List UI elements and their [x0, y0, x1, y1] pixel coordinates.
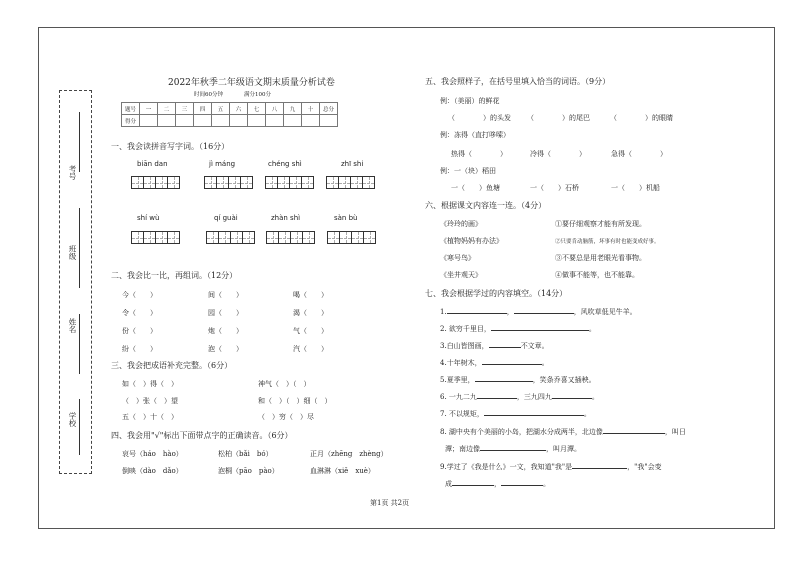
score-cell[interactable]	[320, 115, 338, 127]
lesson-title[interactable]: 《寒号鸟》	[440, 254, 475, 262]
item-text: 不文章。	[520, 342, 549, 350]
item-text: 潭；南边像	[445, 445, 480, 453]
writing-grid[interactable]	[206, 231, 255, 244]
fill-line-item[interactable]: 6. 一九二九 ，三九四九 。	[440, 390, 599, 402]
writing-grid[interactable]	[326, 176, 375, 189]
lesson-moral[interactable]: ③不要总是用老眼光看事物。	[555, 254, 646, 262]
q7-title: 七、我会根据学过的内容填空。（14分）	[425, 289, 568, 298]
writing-grid[interactable]	[327, 231, 376, 244]
q6-title: 六、根据课文内容连一连。（4分）	[425, 201, 547, 210]
item-text: ，叫月潭。	[546, 445, 581, 453]
fill-line-item[interactable]: 成 ， 。	[445, 477, 550, 489]
item-text: 不以规矩，	[448, 410, 484, 418]
example-text: 例：一（块）稻田	[440, 167, 496, 175]
item-number: 6.	[440, 393, 447, 401]
idiom-item[interactable]: （ ）张（ ）望	[122, 397, 178, 405]
pinyin-prompt: qí guài	[214, 214, 238, 222]
reading-item[interactable]: 血淋淋（xiě xuè）	[310, 467, 375, 475]
pinyin-prompt: shí wù	[137, 214, 160, 222]
example-text: 例：（美丽）的鲜花	[440, 97, 500, 105]
compare-item[interactable]: 间（ ）	[208, 291, 243, 299]
blank-line[interactable]	[482, 356, 542, 365]
q4-title: 四、我会用"√"标出下面带点字的正确读音。（6分）	[111, 431, 293, 440]
compare-item[interactable]: 气（ ）	[293, 327, 328, 335]
compare-item[interactable]: 园（ ）	[208, 309, 243, 317]
fold-line	[79, 314, 80, 374]
page-title: 2022年秋季二年级语文期末质量分析试卷	[168, 78, 335, 88]
score-cell[interactable]	[266, 115, 284, 127]
item-text: 湖中央有个美丽的小岛，把湖水分成两半，北边像	[448, 428, 603, 436]
item-number: 1.	[440, 308, 447, 316]
item-text: 一九二九	[448, 393, 477, 401]
blank-line[interactable]	[484, 407, 584, 416]
compare-item[interactable]: 渴（ ）	[293, 309, 328, 317]
fill-item[interactable]: 一（ ）石桥	[530, 184, 579, 192]
fill-item[interactable]: （ ）的尾巴	[527, 114, 590, 122]
fill-line-item[interactable]	[440, 339, 549, 351]
writing-grid[interactable]	[204, 176, 253, 189]
fill-line-item[interactable]	[445, 442, 581, 454]
exam-time: 时间60分钟	[194, 92, 223, 98]
item-number: 2.	[440, 325, 447, 333]
q5-title: 五、我会照样子，在括号里填入恰当的词语。（9分）	[425, 77, 611, 86]
score-cell[interactable]	[284, 115, 302, 127]
item-number: 5.	[440, 376, 447, 384]
item-text: 白山皆图画，	[446, 342, 489, 350]
compare-item[interactable]: 今（ ）	[122, 291, 157, 299]
blank-line[interactable]	[480, 442, 546, 451]
item-text: 十年树木，	[446, 359, 482, 367]
pinyin-prompt: zhī shi	[341, 160, 364, 168]
blank-line[interactable]	[491, 322, 589, 331]
reading-item[interactable]: 哀号（háo hào）	[122, 450, 183, 458]
blank-line[interactable]	[572, 460, 627, 469]
compare-item[interactable]: 喝（ ）	[293, 291, 328, 299]
idiom-item[interactable]: 如（ ）得（ ）	[122, 380, 178, 388]
score-table	[121, 102, 338, 127]
fill-item[interactable]: 一（ ）机船	[611, 184, 660, 192]
page-number: 第1页 共2页	[370, 499, 410, 507]
fill-line-item[interactable]: 1. ， ，风吹草低见牛羊。	[440, 305, 637, 317]
pinyin-prompt: sàn bù	[334, 214, 358, 222]
item-text: 成	[445, 480, 452, 488]
item-number: 4.	[440, 359, 447, 367]
item-text: 夏季里，	[446, 376, 475, 384]
score-header-cell: 五	[212, 103, 230, 115]
blank-line[interactable]	[452, 477, 494, 486]
score-cell[interactable]	[158, 115, 176, 127]
fill-line-item[interactable]	[440, 425, 686, 437]
q2-title: 二、我会比一比，再组词。（12分）	[111, 271, 238, 280]
fill-line-item[interactable]	[440, 460, 662, 472]
fill-item[interactable]: （ ）的眼睛	[610, 114, 673, 122]
fill-line-item[interactable]: 7. 不以规矩， 。	[440, 407, 591, 419]
blank-line[interactable]	[489, 339, 521, 348]
full-score: 满分100分	[244, 92, 271, 98]
fill-line-item[interactable]: 4.十年树木， 。	[440, 356, 549, 368]
score-header-cell: 一	[140, 103, 158, 115]
score-cell[interactable]	[212, 115, 230, 127]
fill-item[interactable]: （ ）的头发	[448, 114, 511, 122]
q3-title: 三、我会把成语补充完整。（6分）	[111, 361, 233, 370]
score-cell[interactable]	[302, 115, 320, 127]
class-label: 班级	[68, 245, 77, 260]
lesson-moral[interactable]: ④做事不能等，也不能靠。	[555, 271, 639, 279]
writing-grid[interactable]	[266, 231, 315, 244]
fill-item[interactable]: 冷得（ ）	[530, 150, 586, 158]
item-text: ，叫日	[664, 428, 686, 436]
score-header-cell: 四	[194, 103, 212, 115]
item-number: 3.	[440, 342, 447, 350]
lesson-title[interactable]: 《植物妈妈有办法》	[440, 237, 503, 245]
exam-number-label: 考号	[68, 165, 77, 180]
school-label: 学校	[68, 412, 77, 427]
pinyin-prompt: chéng shì	[268, 160, 302, 168]
item-number: 9.	[440, 463, 447, 471]
blank-line[interactable]	[514, 305, 574, 314]
item-text: 欲穷千里目，	[448, 325, 491, 333]
item-text: ，"我"会变	[627, 463, 662, 471]
fill-item[interactable]: 一（ ）鱼塘	[451, 184, 500, 192]
fill-item[interactable]: 热得（ ）	[451, 150, 507, 158]
reading-item[interactable]: 泡桐（pāo pào）	[218, 467, 279, 475]
fill-line-item[interactable]	[440, 373, 596, 385]
score-header-cell: 六	[230, 103, 248, 115]
reading-item[interactable]: 正月（zhēng zhèng）	[310, 450, 388, 458]
item-text: ，三九四九	[516, 393, 552, 401]
score-row-label: 得分	[122, 115, 140, 127]
score-cell[interactable]	[248, 115, 266, 127]
score-header-cell: 九	[284, 103, 302, 115]
score-header-cell: 总分	[320, 103, 338, 115]
blank-line[interactable]	[477, 390, 517, 399]
lesson-title[interactable]: 《玲玲的画》	[440, 220, 482, 228]
compare-item[interactable]: 汽（ ）	[293, 345, 328, 353]
score-header-cell: 七	[248, 103, 266, 115]
fill-line-item[interactable]: 2. 欲穷千里目， 。	[440, 322, 596, 334]
score-cell[interactable]	[176, 115, 194, 127]
writing-grid[interactable]	[265, 176, 314, 189]
pinyin-prompt: biān dan	[137, 160, 168, 168]
example-text: 例：冻得（直打哆嗦）	[440, 131, 510, 139]
idiom-item[interactable]: 神气（ ）（ ）	[258, 380, 311, 388]
item-text: 学过了《我是什么》一文，我知道"我"是	[446, 463, 573, 471]
item-text: ，笑条乔喜又插秧。	[532, 376, 596, 384]
idiom-item[interactable]: 五（ ）十（ ）	[122, 413, 178, 421]
score-cell[interactable]	[194, 115, 212, 127]
writing-grid[interactable]	[131, 231, 180, 244]
compare-item[interactable]: 令（ ）	[122, 309, 157, 317]
pinyin-prompt: zhàn shì	[271, 214, 301, 222]
reading-item[interactable]: 松柏（bǎi bó）	[218, 450, 273, 458]
compare-item[interactable]: 纷（ ）	[122, 345, 157, 353]
score-header-cell: 十	[302, 103, 320, 115]
pinyin-prompt: jì máng	[209, 160, 236, 168]
blank-line[interactable]	[603, 425, 665, 434]
idiom-item[interactable]: 和（ ）（ ）细（ ）	[258, 397, 332, 405]
lesson-title[interactable]: 《坐井观天》	[440, 271, 482, 279]
fold-line	[79, 208, 80, 288]
name-label: 姓名	[68, 318, 77, 333]
item-number: 8.	[440, 428, 447, 436]
lesson-moral[interactable]: ②只要肯动脑筋，坏事有时也能变成好事。	[555, 239, 660, 245]
compare-item[interactable]: 炮（ ）	[208, 327, 243, 335]
score-header-cell: 二	[158, 103, 176, 115]
writing-grid[interactable]	[131, 176, 180, 189]
lesson-moral[interactable]: ①要仔细观察才能有所发现。	[555, 220, 646, 228]
score-header-cell: 三	[176, 103, 194, 115]
compare-item[interactable]: 泡（ ）	[208, 345, 243, 353]
fill-item[interactable]: 急得（ ）	[611, 150, 667, 158]
item-number: 7.	[440, 410, 447, 418]
fold-line	[79, 112, 80, 172]
score-header-cell: 题号	[122, 103, 140, 115]
fold-line	[79, 399, 80, 455]
blank-line[interactable]	[552, 390, 592, 399]
q1-title: 一、我会读拼音写字词。（16分）	[111, 142, 230, 151]
score-header-cell: 八	[266, 103, 284, 115]
item-text: ，风吹草低见牛羊。	[573, 308, 637, 316]
blank-line[interactable]	[501, 477, 543, 486]
reading-item[interactable]: 倒映（dào dǎo）	[122, 467, 183, 475]
blank-line[interactable]	[475, 373, 533, 382]
score-cell[interactable]	[140, 115, 158, 127]
idiom-item[interactable]: （ ）穷（ ）尽	[258, 413, 314, 421]
compare-item[interactable]: 份（ ）	[122, 327, 157, 335]
blank-line[interactable]	[447, 305, 507, 314]
score-cell[interactable]	[230, 115, 248, 127]
